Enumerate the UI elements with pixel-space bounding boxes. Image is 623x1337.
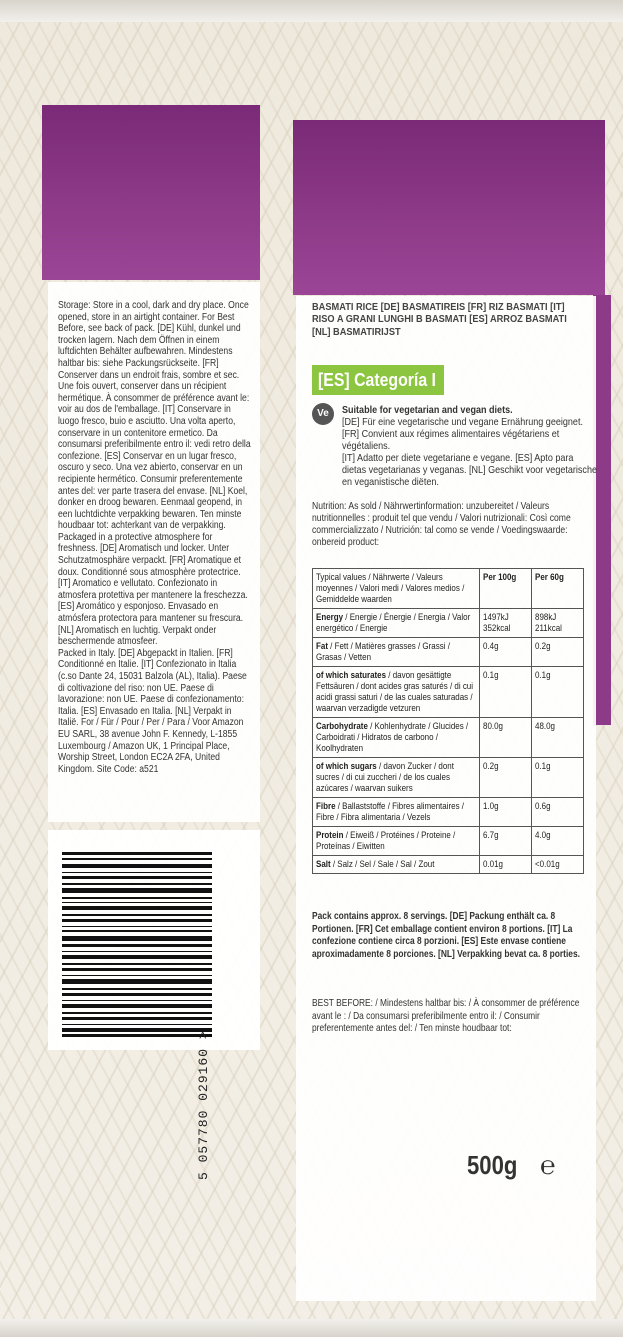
category-badge xyxy=(312,365,444,395)
vegan-text xyxy=(342,404,600,488)
value-per-60g: 4.0g xyxy=(532,827,584,856)
veg-line: [IT] Adatto per diete vegetariane e vegane. [ES] Apto para dietas vegetarianas y veganas. [NL] Geschikt voor vegetarische en veganistische diëten. xyxy=(342,452,597,488)
veg-line: Suitable for vegetarian and vegan diets. xyxy=(342,404,513,416)
nutrient-label: of which saturates / davon gesättigte Fettsäuren / dont acides gras saturés / di cui acidi grassi saturi / de las cuales saturadas / waarvan verzadigde vetzuren xyxy=(313,667,480,718)
nutrient-label: Salt / Salz / Sel / Sale / Sal / Zout xyxy=(313,856,480,874)
storage-paragraph: Storage: Store in a cool, dark and dry place. Once opened, store in an airtight container. For Best Before, see back of pack. [DE] Kühl, dunkel und trocken lagern. Nach dem Öffnen in einem luftdichten Behälter aufbewahren. Mindestens haltbar bis: siehe Packungsrückseite. [FR] Conserver dans un endroit frais, sombre et sec. Une fois ouvert, conserver dans un récipient hermétique. À consommer de préférence avant le: voir au dos de l'emballage. [IT] Conservare in luogo fresco, buio e asciutto. Una volta aperto, conservare in un contenitore ermetico. Da consumarsi preferibilmente entro il: vedi retro della confezione. [ES] Conservar en un lugar fresco, oscuro y seco. Una vez abierto, conservar en un recipiente hermético. Consumir preferentemente antes del: ver parte trasera del envase. [NL] Koel, donker en droog bewaren. Eenmaal geopend, in een luchtdichte verpakking bewaren. Ten minste houdbaar tot: achterkant van de verpakking. xyxy=(58,300,251,532)
package-top-seal xyxy=(0,0,623,22)
value-per-60g: <0.01g xyxy=(532,856,584,874)
atmosphere-paragraph: Packaged in a protective atmosphere for freshness. [DE] Aromatisch und locker. Unter Schutzatmosphäre verpackt. [FR] Aromatique et doux. Conditionné sous atmosphère protectrice. [IT] Aromatico e vellutato. Confezionato in atmosfera protettiva per mantenere la freschezza. [ES] Aromático y esponjoso. Envasado en atmósfera protectora para mantener su frescura. [NL] Aromatisch en luchtig. Verpakt onder beschermende atmosfeer. xyxy=(58,531,248,648)
value-per-100g: 6.7g xyxy=(479,827,531,856)
value-per-100g: 1.0g xyxy=(479,798,531,827)
storage-text xyxy=(58,300,254,775)
nutrition-row xyxy=(313,609,584,638)
value-per-100g: 0.4g xyxy=(479,638,531,667)
nutrition-table xyxy=(312,568,584,874)
veg-line: [DE] Für eine vegetarische und vegane Ernährung geeignet. xyxy=(342,416,583,428)
category-label: [ES] Categoría I xyxy=(318,370,436,390)
value-per-60g: 0.1g xyxy=(532,758,584,798)
header-cell: Per 100g xyxy=(479,569,531,609)
purple-band-left xyxy=(42,105,260,280)
estimated-sign-icon: ℮ xyxy=(540,1150,556,1180)
value-per-100g: 1497kJ 352kcal xyxy=(479,609,531,638)
veg-line: [FR] Convient aux régimes alimentaires végétariens et végétaliens. xyxy=(342,428,560,452)
value-per-60g: 0.6g xyxy=(532,798,584,827)
nutrition-row xyxy=(313,758,584,798)
nutrient-label: Energy / Energie / Énergie / Energia / Valor energético / Energie xyxy=(313,609,480,638)
nutrition-row xyxy=(313,667,584,718)
purple-band-right xyxy=(293,120,605,295)
nutrition-row xyxy=(313,718,584,758)
nutrition-intro: Nutrition: As sold / Nährwertinformation: unzubereitet / Valeurs nutritionnelles : produit tel que vendu / Valori nutrizionali: Così come commercializzato / Nutrición: tal como se vende / Voedingswaarde: onbereid product: xyxy=(312,500,571,548)
value-per-100g: 0.2g xyxy=(479,758,531,798)
value-per-100g: 0.1g xyxy=(479,667,531,718)
package-bottom-seal xyxy=(0,1319,623,1337)
value-per-100g: 0.01g xyxy=(479,856,531,874)
best-before: BEST BEFORE: / Mindestens haltbar bis: / À consommer de préférence avant le : / Da consumarsi preferibilmente entro il: / Consumir preferentemente antes del: / Ten minste houdbaar tot: xyxy=(312,997,580,1035)
nutrition-header-row xyxy=(313,569,584,609)
value-per-60g: 0.1g xyxy=(532,667,584,718)
packed-in-paragraph: Packed in Italy. [DE] Abgepackt in Italien. [FR] Conditionné en Italie. [IT] Confezionato in Italia (c.so Dante 24, 15031 Balzola (AL), Italia). Paese di coltivazione del riso: non UE. Paese di lavorazione: non UE. Paese di confezionamento: Italia. [ES] Envasado en Italia. [NL] Verpakt in Italië. For / Für / Pour / Per / Para / Voor Amazon EU SARL, 38 avenue John F. Kennedy, L-1855 Luxembourg / Amazon UK, 1 Principal Place, Worship Street, London EC2A 2FA, United Kingdom. Site Code: a521 xyxy=(58,647,247,775)
value-per-100g: 80.0g xyxy=(479,718,531,758)
value-per-60g: 48.0g xyxy=(532,718,584,758)
header-cell: Per 60g xyxy=(532,569,584,609)
pack-portions: Pack contains approx. 8 servings. [DE] Packung enthält ca. 8 Portionen. [FR] Cet emballage contient environ 8 portions. [IT] La confezione contiene circa 8 porzioni. [ES] Este envase contiene aproximadamente 8 porciones. [NL] Verpakking bevat ca. 8 porties. xyxy=(312,910,580,960)
nutrition-row xyxy=(313,856,584,874)
barcode-number: 5 057780 029160 > xyxy=(196,1030,211,1180)
nutrient-label: Fat / Fett / Matières grasses / Grassi / Grasas / Vetten xyxy=(313,638,480,667)
value-per-60g: 898kJ 211kcal xyxy=(532,609,584,638)
nutrient-label: Carbohydrate / Kohlenhydrate / Glucides / Carboidrati / Hidratos de carbono / Koolhydraten xyxy=(313,718,480,758)
vegan-icon: Ve xyxy=(312,403,334,425)
nutrient-label: of which sugars / davon Zucker / dont sucres / di cui zuccheri / de los cuales azúcares / waarvan suikers xyxy=(313,758,480,798)
value-per-60g: 0.2g xyxy=(532,638,584,667)
nutrition-row xyxy=(313,827,584,856)
product-names: BASMATI RICE [DE] BASMATIREIS [FR] RIZ BASMATI [IT] RISO A GRANI LUNGHI B BASMATI [ES] ARROZ BASMATI [NL] BASMATIRIJST xyxy=(312,301,567,338)
header-cell: Typical values / Nährwerte / Valeurs moyennes / Valori medi / Valores medios / Gemiddelde waarden xyxy=(313,569,480,609)
nutrition-row xyxy=(313,798,584,827)
nutrient-label: Protein / Eiweiß / Protéines / Proteine / Proteínas / Eiwitten xyxy=(313,827,480,856)
nutrient-label: Fibre / Ballaststoffe / Fibres alimentaires / Fibre / Fibra alimentaria / Vezels xyxy=(313,798,480,827)
nutrition-row xyxy=(313,638,584,667)
barcode-icon xyxy=(62,852,212,1037)
net-weight: 500g xyxy=(467,1150,518,1180)
